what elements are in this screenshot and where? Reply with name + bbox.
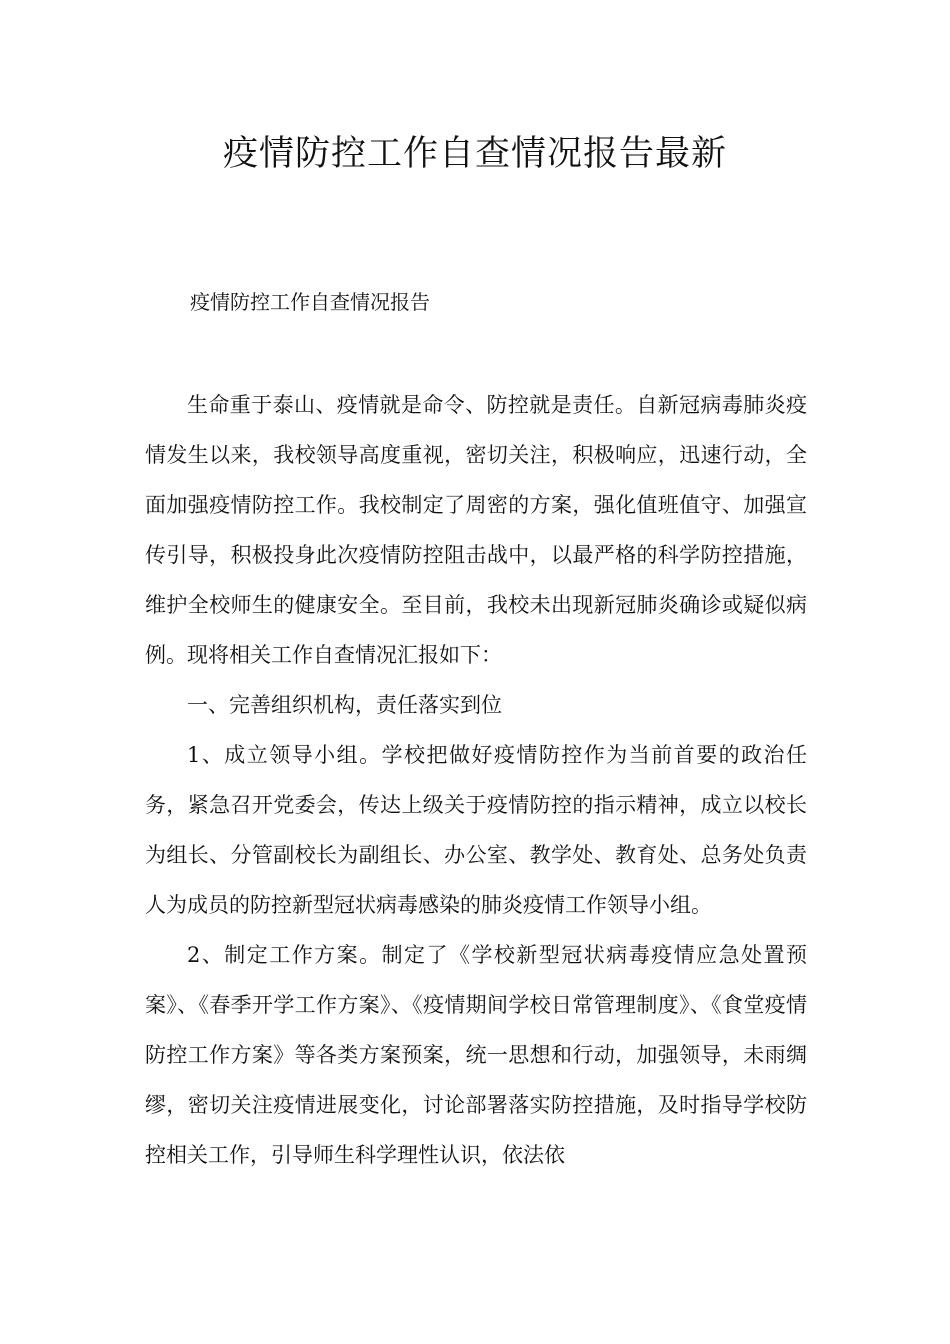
paragraph-item-2: 2、制定工作方案。制定了《学校新型冠状病毒疫情应急处置预案》、《春季开学工作方案》、《疫情期间学校日常管理制度》、《食堂疫情防控工作方案》等各类方案预案，统一思想和行动，加强领导，未雨绸缪，密切关注疫情进展变化，讨论部署落实防控措施，及时指导学校防控相关工作，引导师生科学理性认识，依法依 xyxy=(145,943,807,1167)
document-body xyxy=(145,380,807,1180)
document-subtitle: 疫情防控工作自查情况报告 xyxy=(190,290,430,314)
section-heading-1: 一、完善组织机构，责任落实到位 xyxy=(187,693,502,717)
document-title: 疫情防控工作自查情况报告最新 xyxy=(222,134,727,174)
paragraph-intro: 生命重于泰山、疫情就是命令、防控就是责任。自新冠病毒肺炎疫情发生以来，我校领导高度重视，密切关注，积极响应，迅速行动，全面加强疫情防控工作。我校制定了周密的方案，强化值班值守、加强宣传引导，积极投身此次疫情防控阻击战中，以最严格的科学防控措施，维护全校师生的健康安全。至目前，我校未出现新冠肺炎确诊或疑似病例。现将相关工作自查情况汇报如下： xyxy=(145,393,807,667)
paragraph-item-1: 1、成立领导小组。学校把做好疫情防控作为当前首要的政治任务，紧急召开党委会，传达上级关于疫情防控的指示精神，成立以校长为组长、分管副校长为副组长、办公室、教学处、教育处、总务处负责人为成员的防控新型冠状病毒感染的肺炎疫情工作领导小组。 xyxy=(145,743,807,917)
